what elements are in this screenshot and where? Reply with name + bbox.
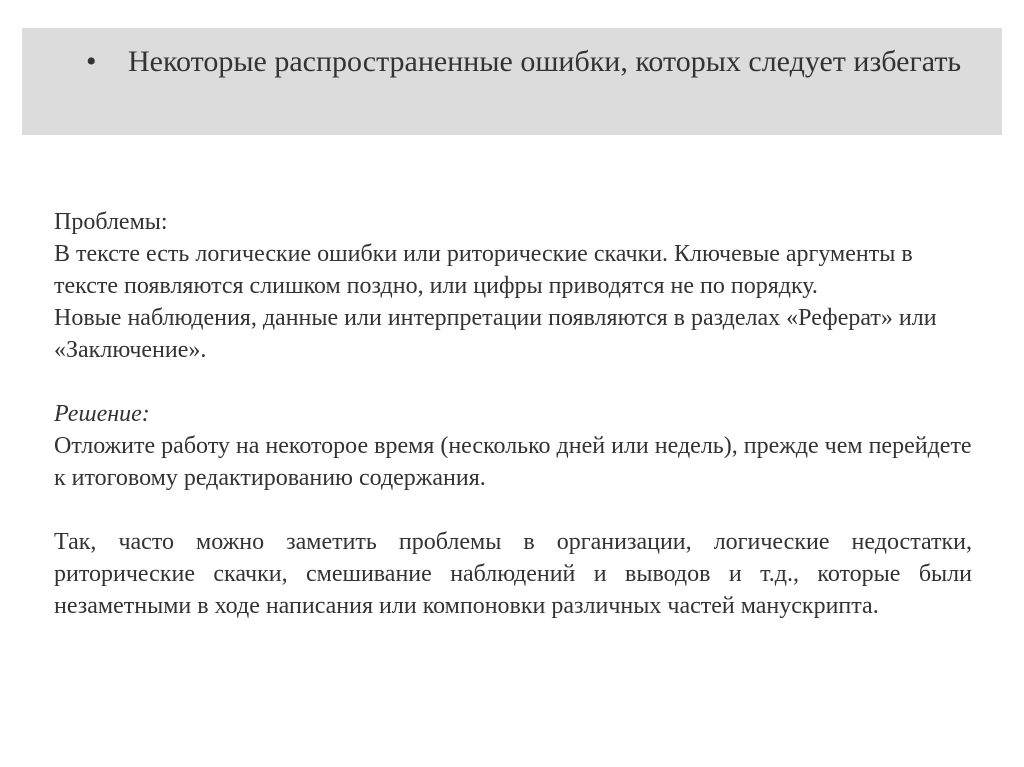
spacer: [54, 494, 972, 526]
solution-text: Отложите работу на некоторое время (несколько дней или недель), прежде чем перейдете к итоговому редактированию содержания.: [54, 433, 972, 491]
problems-text-1: В тексте есть логические ошибки или риторические скачки. Ключевые аргументы в тексте появляются слишком поздно, или цифры приводятся не по порядку.: [54, 241, 913, 299]
problems-text-2: Новые наблюдения, данные или интерпретации появляются в разделах «Реферат» или «Заключение».: [54, 305, 937, 363]
solution-heading: Решение:: [54, 401, 150, 427]
spacer: [54, 366, 972, 398]
slide-title: Некоторые распространенные ошибки, которых следует избегать: [128, 45, 962, 78]
slide-body: [54, 206, 972, 622]
title-bullet: •: [86, 45, 97, 78]
conclusion-text: Так, часто можно заметить проблемы в организации, логические недостатки, риторические скачки, смешивание наблюдений и выводов и т.д., которые были незаметными в ходе написания или компоновки различных частей манускрипта.: [54, 529, 972, 619]
problems-heading: Проблемы:: [54, 209, 168, 235]
